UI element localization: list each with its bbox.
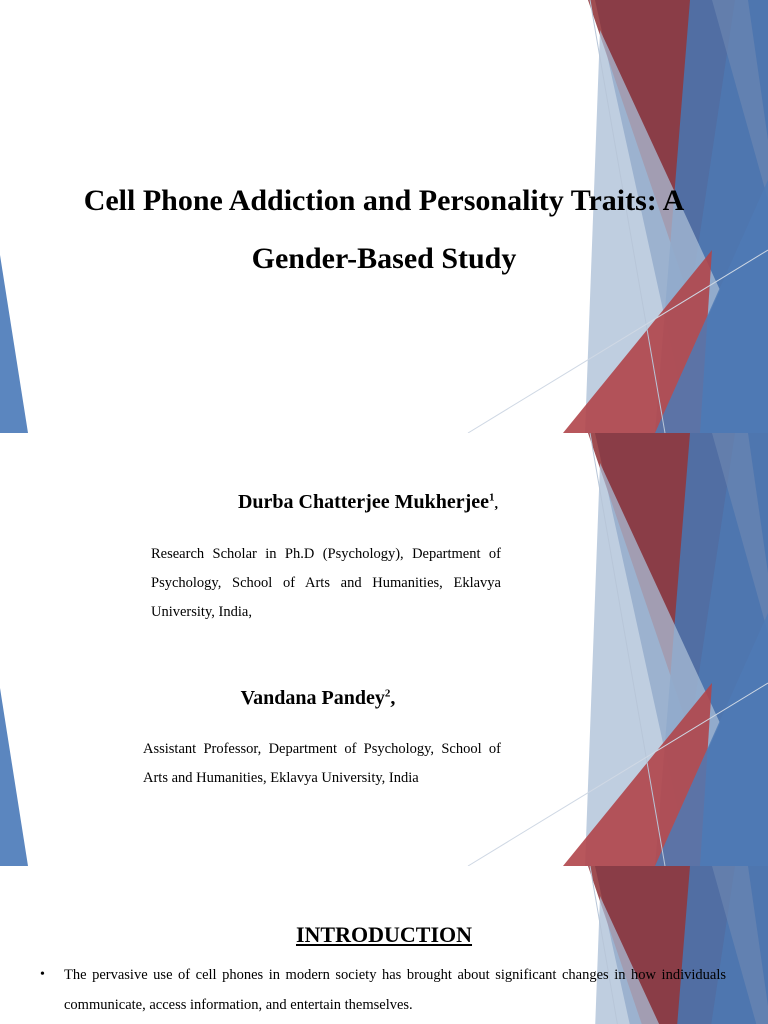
author-2-superscript: 2 [384, 687, 391, 700]
author-affiliation-1: Research Scholar in Ph.D (Psychology), Department of Psychology, School of Arts and Humanities, Eklavya University, India, [151, 546, 501, 620]
title-line-2: Gender-Based Study [251, 242, 517, 275]
author-2-name: Vandana Pandey [240, 687, 385, 709]
title-line-1: Cell Phone Addiction and Personality Traits: A [83, 184, 685, 217]
presentation-title [40, 172, 728, 288]
author-name-2 [100, 685, 536, 711]
author-2-suffix: , [390, 687, 396, 709]
author-name-1 [100, 489, 636, 518]
author-1-superscript: 1 [489, 491, 495, 504]
introduction-slide [0, 866, 768, 1024]
authors-slide [0, 433, 768, 866]
author-1-name: Durba Chatterjee Mukherjee [237, 491, 490, 513]
bullet-marker: • [40, 967, 45, 982]
author-affiliation-2: Assistant Professor, Department of Psychology, School of Arts and Humanities, Eklavya University, India [143, 741, 501, 786]
bullet-item [40, 960, 726, 1020]
author-1-suffix: , [494, 497, 499, 512]
title-slide [0, 0, 768, 433]
section-heading: INTRODUCTION [295, 922, 473, 947]
bullet-list [40, 960, 726, 1020]
bullet-text: The pervasive use of cell phones in modern society has brought about significant changes in how individuals communicate, access information, and entertain themselves. [64, 967, 726, 1013]
